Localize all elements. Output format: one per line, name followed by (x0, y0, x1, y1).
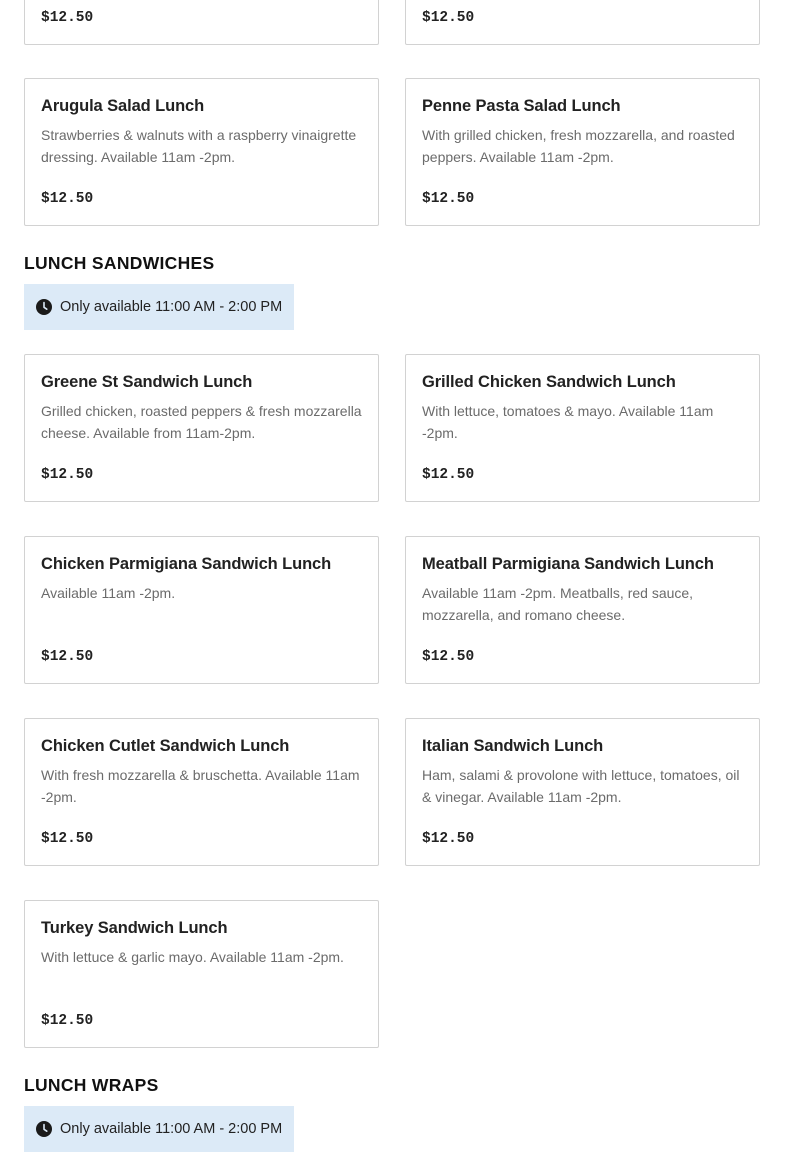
menu-item-name: Greene St Sandwich Lunch (41, 373, 253, 391)
section-title: LUNCH WRAPS (24, 1075, 159, 1095)
menu-item-description: Strawberries & walnuts with a raspberry vinaigrette dressing. Available 11am -2pm. (41, 127, 357, 165)
menu-item-card[interactable] (405, 0, 760, 45)
menu-item-card[interactable] (24, 900, 379, 1048)
menu-item-description: With lettuce & garlic mayo. Available 11am -2pm. (41, 949, 344, 965)
menu-item-name: Grilled Chicken Sandwich Lunch (422, 373, 676, 391)
menu-item-description: With grilled chicken, fresh mozzarella, and roasted peppers. Available 11am -2pm. (422, 127, 735, 165)
menu-item-name: Meatball Parmigiana Sandwich Lunch (422, 555, 714, 573)
menu-item-name: Chicken Cutlet Sandwich Lunch (41, 737, 290, 755)
menu-item-card[interactable] (405, 536, 760, 684)
menu-item-price: $12.50 (41, 467, 94, 483)
menu-item-name: Chicken Parmigiana Sandwich Lunch (41, 555, 332, 573)
menu-item-card[interactable] (405, 78, 760, 226)
availability-banner (24, 1106, 294, 1152)
menu-item-price: $12.50 (41, 1013, 94, 1029)
section-title: LUNCH SANDWICHES (24, 253, 215, 273)
menu-item-price: $12.50 (422, 831, 475, 847)
menu-item-name: Turkey Sandwich Lunch (41, 919, 228, 937)
menu-item-card[interactable] (24, 0, 379, 45)
menu-item-card[interactable] (24, 78, 379, 226)
clock-icon (36, 299, 52, 315)
menu-item-card[interactable] (405, 718, 760, 866)
menu-item-description: Available 11am -2pm. (41, 585, 176, 601)
menu-item-price: $12.50 (41, 831, 94, 847)
menu-item-price: $12.50 (41, 10, 94, 26)
availability-text: Only available 11:00 AM - 2:00 PM (60, 1121, 283, 1137)
menu-item-name: Arugula Salad Lunch (41, 97, 205, 115)
menu-item-price: $12.50 (422, 467, 475, 483)
menu-item-card[interactable] (24, 354, 379, 502)
menu-item-price: $12.50 (41, 649, 94, 665)
menu-item-name: Italian Sandwich Lunch (422, 737, 604, 755)
availability-banner (24, 284, 294, 330)
menu-item-description: With fresh mozzarella & bruschetta. Available 11am -2pm. (41, 767, 360, 805)
availability-text: Only available 11:00 AM - 2:00 PM (60, 299, 283, 315)
menu-item-price: $12.50 (422, 191, 475, 207)
menu-item-card[interactable] (405, 354, 760, 502)
menu-item-description: Ham, salami & provolone with lettuce, tomatoes, oil & vinegar. Available 11am -2pm. (422, 767, 740, 805)
menu-item-description: Grilled chicken, roasted peppers & fresh mozzarella cheese. Available from 11am-2pm. (41, 403, 362, 441)
menu-item-description: With lettuce, tomatoes & mayo. Available 11am -2pm. (422, 403, 714, 441)
menu-item-card[interactable] (24, 718, 379, 866)
menu-item-price: $12.50 (41, 191, 94, 207)
menu-item-name: Penne Pasta Salad Lunch (422, 97, 621, 115)
menu-item-price: $12.50 (422, 10, 475, 26)
menu-item-description: Available 11am -2pm. Meatballs, red sauce, mozzarella, and romano cheese. (422, 585, 694, 623)
menu-item-price: $12.50 (422, 649, 475, 665)
menu-item-card[interactable] (24, 536, 379, 684)
